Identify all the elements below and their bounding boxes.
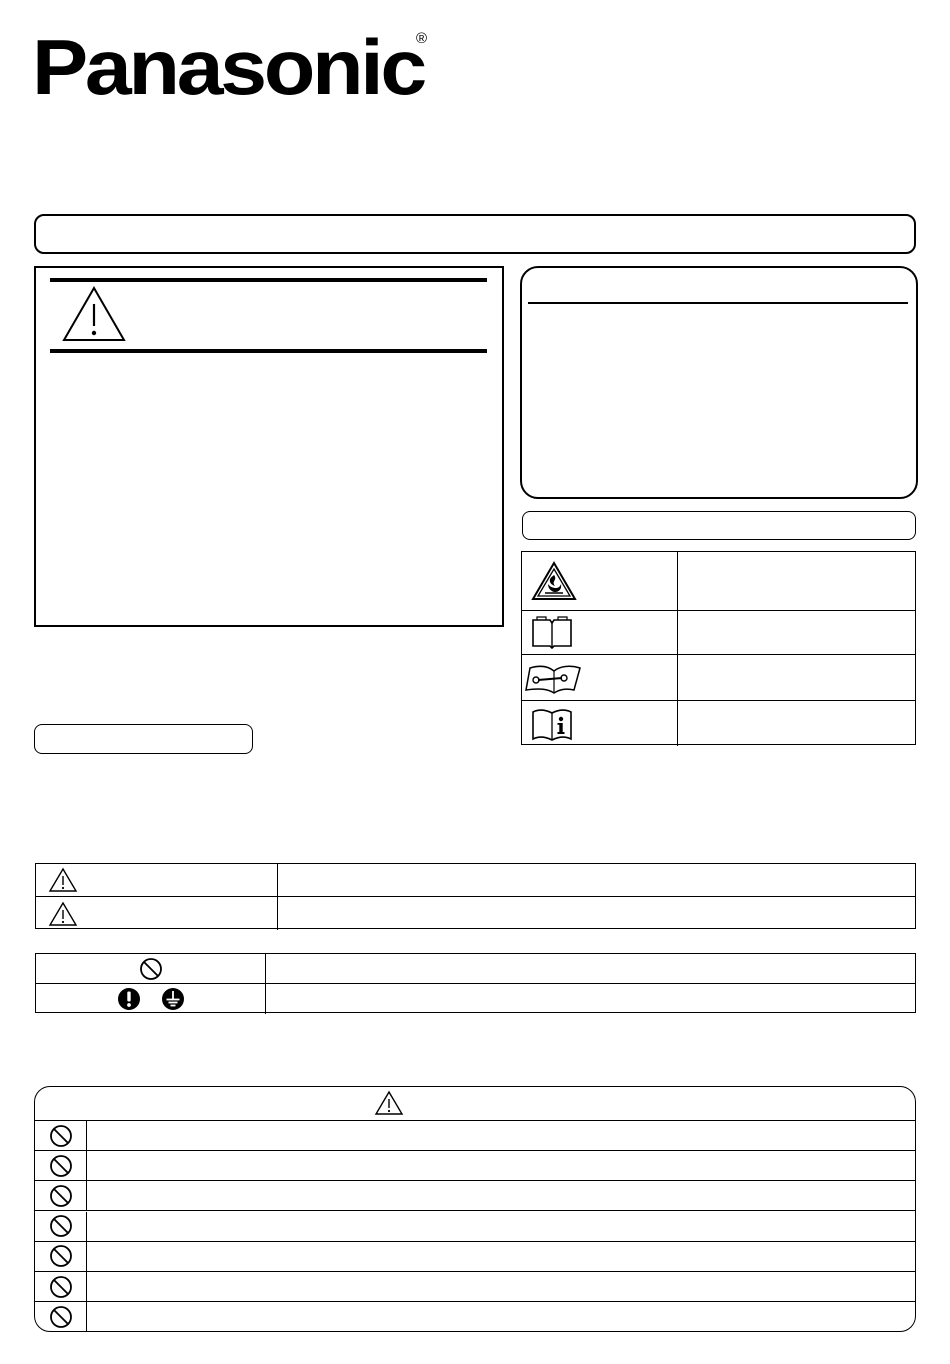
prohibition-row <box>35 1181 915 1211</box>
prohibition-row <box>35 1272 915 1302</box>
warning-triangle-icon <box>60 284 128 344</box>
symbol-legend-table <box>521 551 916 745</box>
logo-wordmark: Panasonic <box>32 23 426 104</box>
symbol-legend-header <box>522 511 916 540</box>
prohibited-icon <box>49 1214 73 1238</box>
title-bar <box>34 214 916 254</box>
symbol-row <box>522 611 915 655</box>
mandatory-icon <box>117 987 141 1011</box>
warning-rule-bottom <box>50 349 487 353</box>
sign-table <box>35 953 916 1013</box>
prohibition-row <box>35 1121 915 1151</box>
table-row <box>36 984 915 1014</box>
table-row <box>36 864 915 897</box>
prohibition-row <box>35 1302 915 1332</box>
symbol-row <box>522 655 915 701</box>
prohibitions-panel <box>34 1086 916 1332</box>
prohibited-icon <box>139 957 163 981</box>
service-manual-icon <box>524 660 584 696</box>
prohibitions-header <box>35 1087 915 1121</box>
ground-icon <box>161 987 185 1011</box>
prohibited-icon <box>49 1184 73 1208</box>
symbol-row <box>522 701 915 746</box>
prohibited-icon <box>49 1124 73 1148</box>
caution-triangle-icon <box>48 901 78 927</box>
prohibition-row <box>35 1212 915 1242</box>
prohibited-icon <box>49 1244 73 1268</box>
prohibition-row <box>35 1242 915 1272</box>
table-row <box>36 897 915 930</box>
symbol-row <box>522 552 915 611</box>
read-manual-icon <box>530 616 574 650</box>
info-box <box>520 266 918 499</box>
prohibited-icon <box>49 1275 73 1299</box>
warning-rule-top <box>50 278 487 282</box>
information-manual-icon <box>530 706 574 742</box>
info-box-divider <box>528 302 908 304</box>
prohibited-icon <box>49 1305 73 1329</box>
prohibited-icon <box>49 1154 73 1178</box>
section-label <box>34 724 253 754</box>
flammable-warning-icon <box>531 561 577 601</box>
brand-logo <box>32 22 432 104</box>
prohibition-row <box>35 1151 915 1181</box>
warning-triangle-icon <box>374 1090 404 1116</box>
registered-mark: ® <box>416 30 428 47</box>
table-row <box>36 954 915 984</box>
signal-word-table <box>35 863 916 929</box>
warning-triangle-icon <box>48 867 78 893</box>
